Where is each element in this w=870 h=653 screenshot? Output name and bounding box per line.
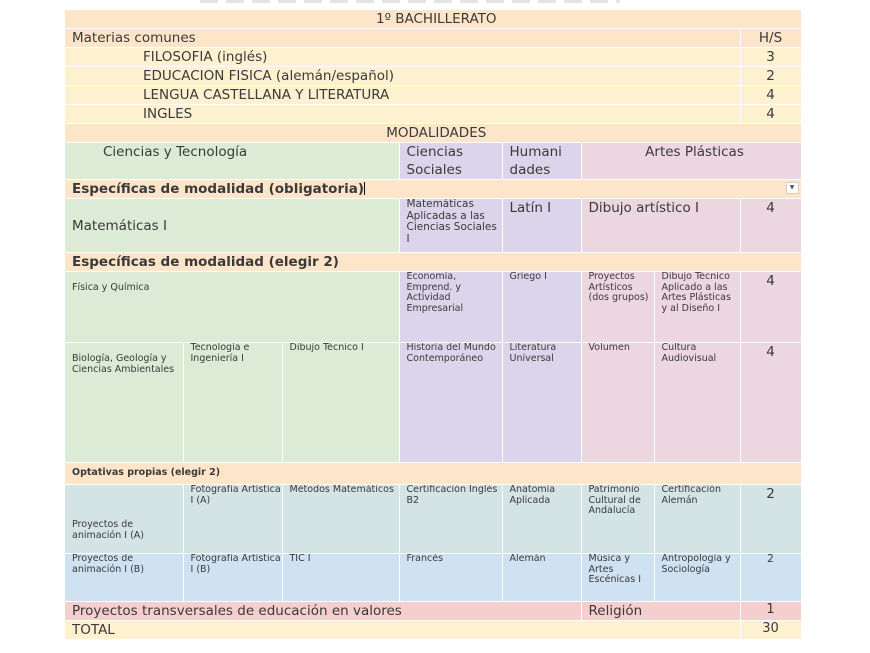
common-header: Materias comunes — [65, 29, 740, 48]
optativa-r1: Anatomía Aplicada — [502, 485, 581, 554]
transversal-hours: 1 — [740, 602, 801, 621]
hours-header: H/S — [740, 29, 801, 48]
elegir2-r2-ct1: Biología, Geología y Ciencias Ambientales — [65, 343, 183, 463]
elegir2-r1-ap2: Dibujo Técnico Aplicado a las Artes Plásticas y al Diseño I — [654, 272, 740, 343]
curriculum-table — [65, 10, 802, 640]
common-subject: FILOSOFIA (inglés) — [65, 48, 740, 67]
elegir2-r2-ct3: Dibujo Técnico I — [282, 343, 399, 463]
text-cursor — [364, 182, 365, 195]
common-hours: 4 — [740, 105, 801, 124]
optativa-r2: Fotografía Artística I (B) — [183, 554, 282, 602]
elegir2-r1-hum: Griego I — [502, 272, 581, 343]
elegir2-r1-cs: Economía, Emprend. y Actividad Empresarial — [399, 272, 502, 343]
common-subject: LENGUA CASTELLANA Y LITERATURA — [65, 86, 740, 105]
religion-label: Religión — [581, 602, 740, 621]
optativa-r1: Patrimonio Cultural de Andalucía — [581, 485, 654, 554]
elegir2-r2-cs: Historia del Mundo Contemporáneo — [399, 343, 502, 463]
faint-header-remnant — [200, 0, 620, 3]
elegir2-r2-hum: Literatura Universal — [502, 343, 581, 463]
elegir2-header: Específicas de modalidad (elegir 2) — [65, 253, 801, 272]
elegir2-r2-hours: 4 — [740, 343, 801, 463]
triangle-down-icon[interactable]: ▼ — [786, 182, 799, 194]
obligatoria-ap: Dibujo artístico I — [581, 199, 740, 253]
modality-ciencias-sociales: Ciencias Sociales — [399, 143, 502, 180]
optativa-r2: Alemán — [502, 554, 581, 602]
optativa-r2: TIC I — [282, 554, 399, 602]
common-hours: 4 — [740, 86, 801, 105]
obligatoria-header-text: Específicas de modalidad (obligatoria) — [72, 181, 365, 197]
common-subject: INGLES — [65, 105, 740, 124]
elegir2-r2-ap1: Volumen — [581, 343, 654, 463]
optativa-r1: Métodos Matemáticos — [282, 485, 399, 554]
optativa-r1: Fotografía Artística I (A) — [183, 485, 282, 554]
optativa-r2: Música y Artes Escénicas I — [581, 554, 654, 602]
modality-artes-plasticas: Artes Plásticas — [581, 143, 801, 180]
obligatoria-ct: Matemáticas I — [65, 199, 399, 253]
optativa-r1-hours: 2 — [740, 485, 801, 554]
optativa-r2-hours: 2 — [740, 554, 801, 602]
common-hours: 2 — [740, 67, 801, 86]
elegir2-r1-ct: Física y Química — [65, 272, 399, 343]
transversal-label: Proyectos transversales de educación en valores — [65, 602, 581, 621]
total-label: TOTAL — [65, 621, 740, 640]
elegir2-r1-ap1: Proyectos Artísticos (dos grupos) — [581, 272, 654, 343]
obligatoria-cs: Matemáticas Aplicadas a las Ciencias Sociales I — [399, 199, 502, 253]
obligatoria-hum: Latín I — [502, 199, 581, 253]
title-row: 1º BACHILLERATO — [65, 10, 801, 29]
common-subject: EDUCACION FISICA (alemán/español) — [65, 67, 740, 86]
modality-ciencias-tecnologia: Ciencias y Tecnología — [65, 143, 399, 180]
modality-humanidades: Humani dades — [502, 143, 581, 180]
optativa-r2: Proyectos de animación I (B) — [65, 554, 183, 602]
common-hours: 3 — [740, 48, 801, 67]
modalidades-header: MODALIDADES — [65, 124, 801, 143]
optativa-r2: Antropología y Sociología — [654, 554, 740, 602]
elegir2-r2-ct2: Tecnología e Ingeniería I — [183, 343, 282, 463]
optativa-r1: Certificación Alemán — [654, 485, 740, 554]
optativa-r1: Certificación Inglés B2 — [399, 485, 502, 554]
optativa-r1: Proyectos de animación I (A) — [65, 485, 183, 554]
total-hours: 30 — [740, 621, 801, 640]
obligatoria-hours: 4 — [740, 199, 801, 253]
elegir2-r1-hours: 4 — [740, 272, 801, 343]
optativa-r2: Francés — [399, 554, 502, 602]
obligatoria-header[interactable] — [65, 180, 801, 199]
elegir2-r2-ap2: Cultura Audiovisual — [654, 343, 740, 463]
optativas-header: Optativas propias (elegir 2) — [65, 463, 801, 485]
